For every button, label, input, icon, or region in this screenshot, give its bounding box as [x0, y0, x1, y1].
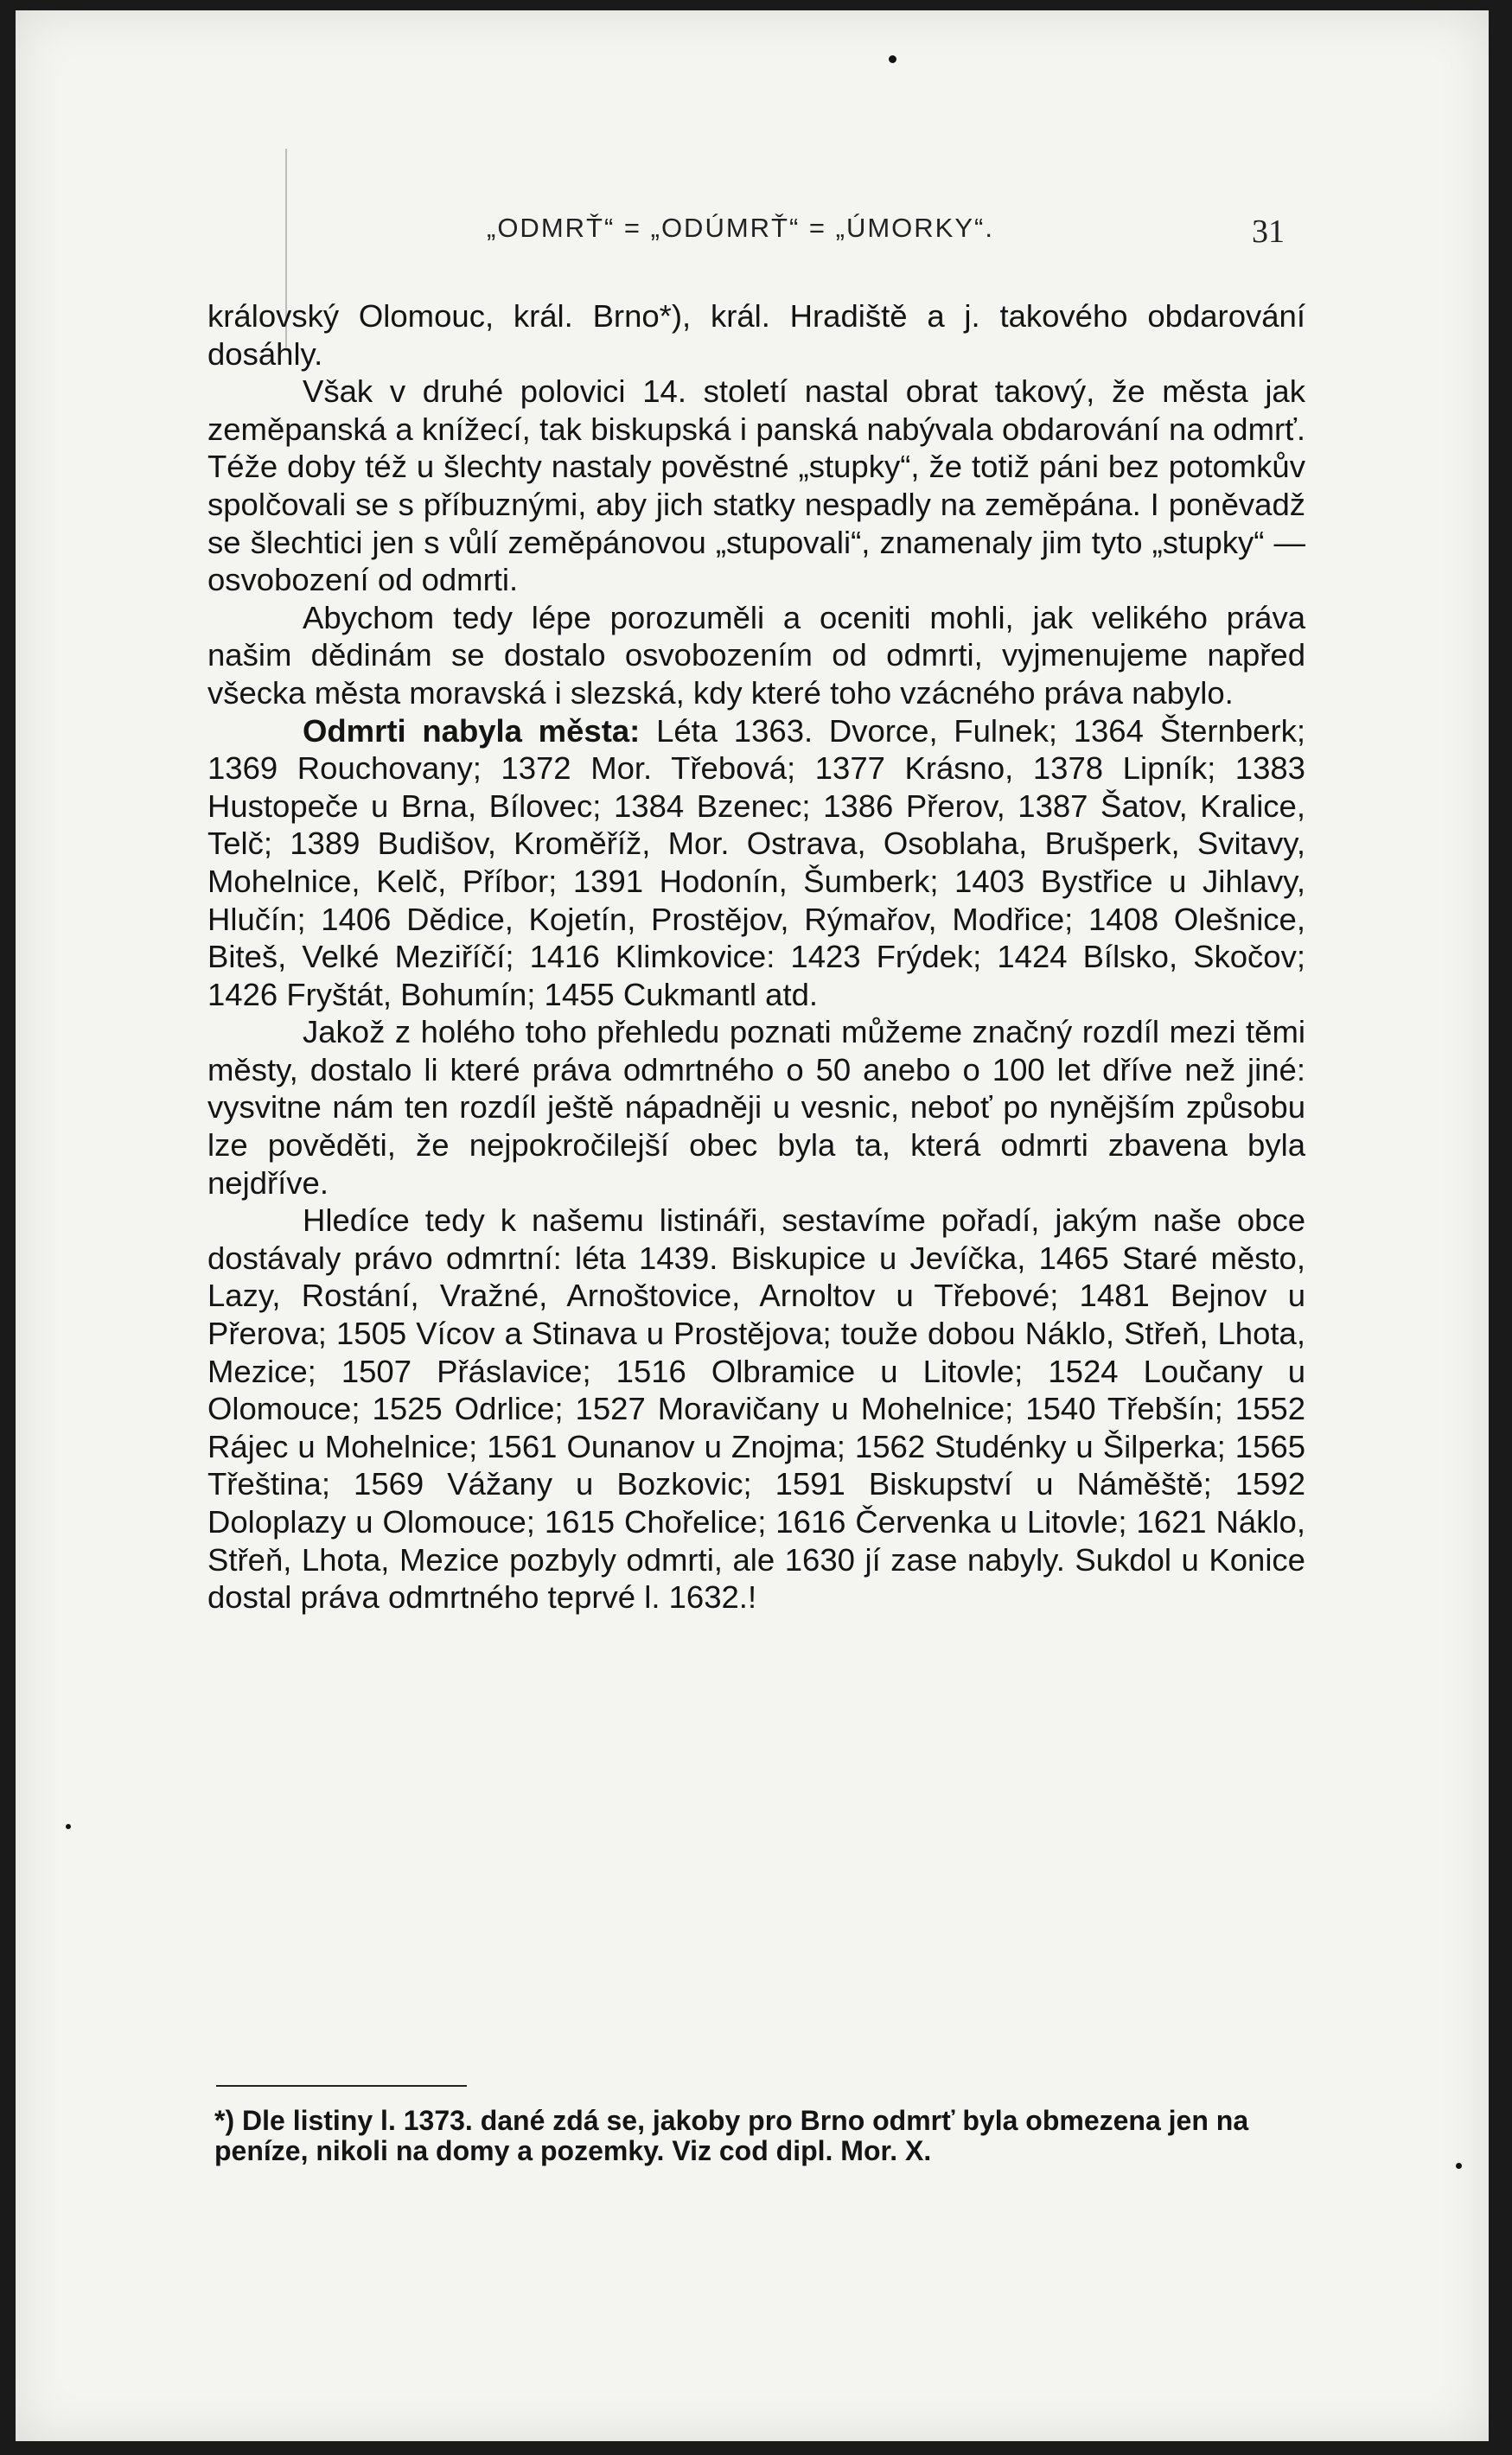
- paragraph-4: [207, 712, 1305, 1014]
- towns-list: Léta 1363. Dvorce, Fulnek; 1364 Šternberk; 1369 Rouchovany; 1372 Mor. Třebová; 1377 Krásno, 1378 Lipník; 1383 Hustopeče u Brna, Bílovec; 1384 Bzenec; 1386 Přerov, 1387 Šatov, Kralice, Telč; 1389 Budišov, Kroměříž, Mor. Ostrava, Osoblaha, Brušperk, Svitavy, Mohelnice, Kelč, Příbor; 1391 Hodonín, Šumberk; 1403 Bystřice u Jihlavy, Hlučín; 1406 Dědice, Kojetín, Prostějov, Rýmařov, Modřice; 1408 Olešnice, Biteš, Velké Meziříčí; 1416 Klimkovice: 1423 Frýdek; 1424 Bílsko, Skočov; 1426 Fryštát, Bohumín; 1455 Cukmantl atd.: [207, 712, 1305, 1012]
- footnote-divider: [216, 2085, 467, 2087]
- scan-speck: [889, 55, 896, 63]
- towns-list-label: Odmrti nabyla města:: [303, 712, 641, 749]
- main-text: [207, 297, 1305, 1616]
- paragraph-2: Však v druhé polovici 14. století nastal obrat takový, že města jak zeměpanská a knížecí, tak biskupská i panská nabývala obdarování na odmrť. Téže doby též u šlechty nastaly pověstné „stupky“, že totiž páni bez potomkův spolčovali se s příbuznými, aby jich statky nespadly na zeměpána. I poněvadž se šlechtici jen s vůlí zeměpánovou „stupovali“, znamenaly jim tyto „stupky“ — osvobození od odmrti.: [207, 373, 1305, 598]
- scan-speck: [1456, 2163, 1462, 2169]
- scan-speck: [66, 1824, 71, 1829]
- page-number: 31: [1252, 214, 1285, 250]
- book-page: [16, 10, 1489, 2441]
- paragraph-5: Jakož z holého toho přehledu poznati můžeme značný rozdíl mezi těmi městy, dostalo li které práva odmrtného o 50 anebo o 100 let dříve než jiné: vysvitne nám ten rozdíl ještě nápadněji u vesnic, neboť po nynějším způsobu lze pověděti, že nejpokročilejší obec byla ta, která odmrti zbavena byla nejdříve.: [207, 1014, 1305, 1201]
- running-title: „ODMRŤ“ = „ODÚMRŤ“ = „ÚMORKY“.: [487, 213, 994, 243]
- footnote: *) Dle listiny l. 1373. dané zdá se, jakoby pro Brno odmrť byla obmezena jen na peníze, nikoli na domy a pozemky. Viz cod dipl. Mor. X.: [214, 2105, 1249, 2166]
- paragraph-1: královský Olomouc, král. Brno*), král. Hradiště a j. takového obdarování dosáhly.: [207, 298, 1305, 372]
- paragraph-3: Abychom tedy lépe porozuměli a oceniti mohli, jak velikého práva našim dědinám se dostalo osvobozením od odmrti, vyjmenujeme napřed všecka města moravská i slezská, kdy které toho vzácného práva nabylo.: [207, 599, 1305, 711]
- paragraph-6: Hledíce tedy k našemu listináři, sestavíme pořadí, jakým naše obce dostávaly právo odmrtní: léta 1439. Biskupice u Jevíčka, 1465 Staré město, Lazy, Rostání, Vražné, Arnoštovice, Arnoltov u Třebové; 1481 Bejnov u Přerova; 1505 Vícov a Stinava u Prostějova; touže dobou Náklo, Střeň, Lhota, Mezice; 1507 Přáslavice; 1516 Olbramice u Litovle; 1524 Loučany u Olomouce; 1525 Odrlice; 1527 Moravičany u Mohelnice; 1540 Třebšín; 1552 Rájec u Mohelnice; 1561 Ounanov u Znojma; 1562 Studénky u Šilperka; 1565 Třeština; 1569 Vážany u Bozkovic; 1591 Biskupství u Náměště; 1592 Doloplazy u Olomouce; 1615 Chořelice; 1616 Červenka u Litovle; 1621 Náklo, Střeň, Lhota, Mezice pozbyly odmrti, ale 1630 jí zase nabyly. Sukdol u Konice dostal práva odmrtného teprvé l. 1632.!: [207, 1202, 1305, 1616]
